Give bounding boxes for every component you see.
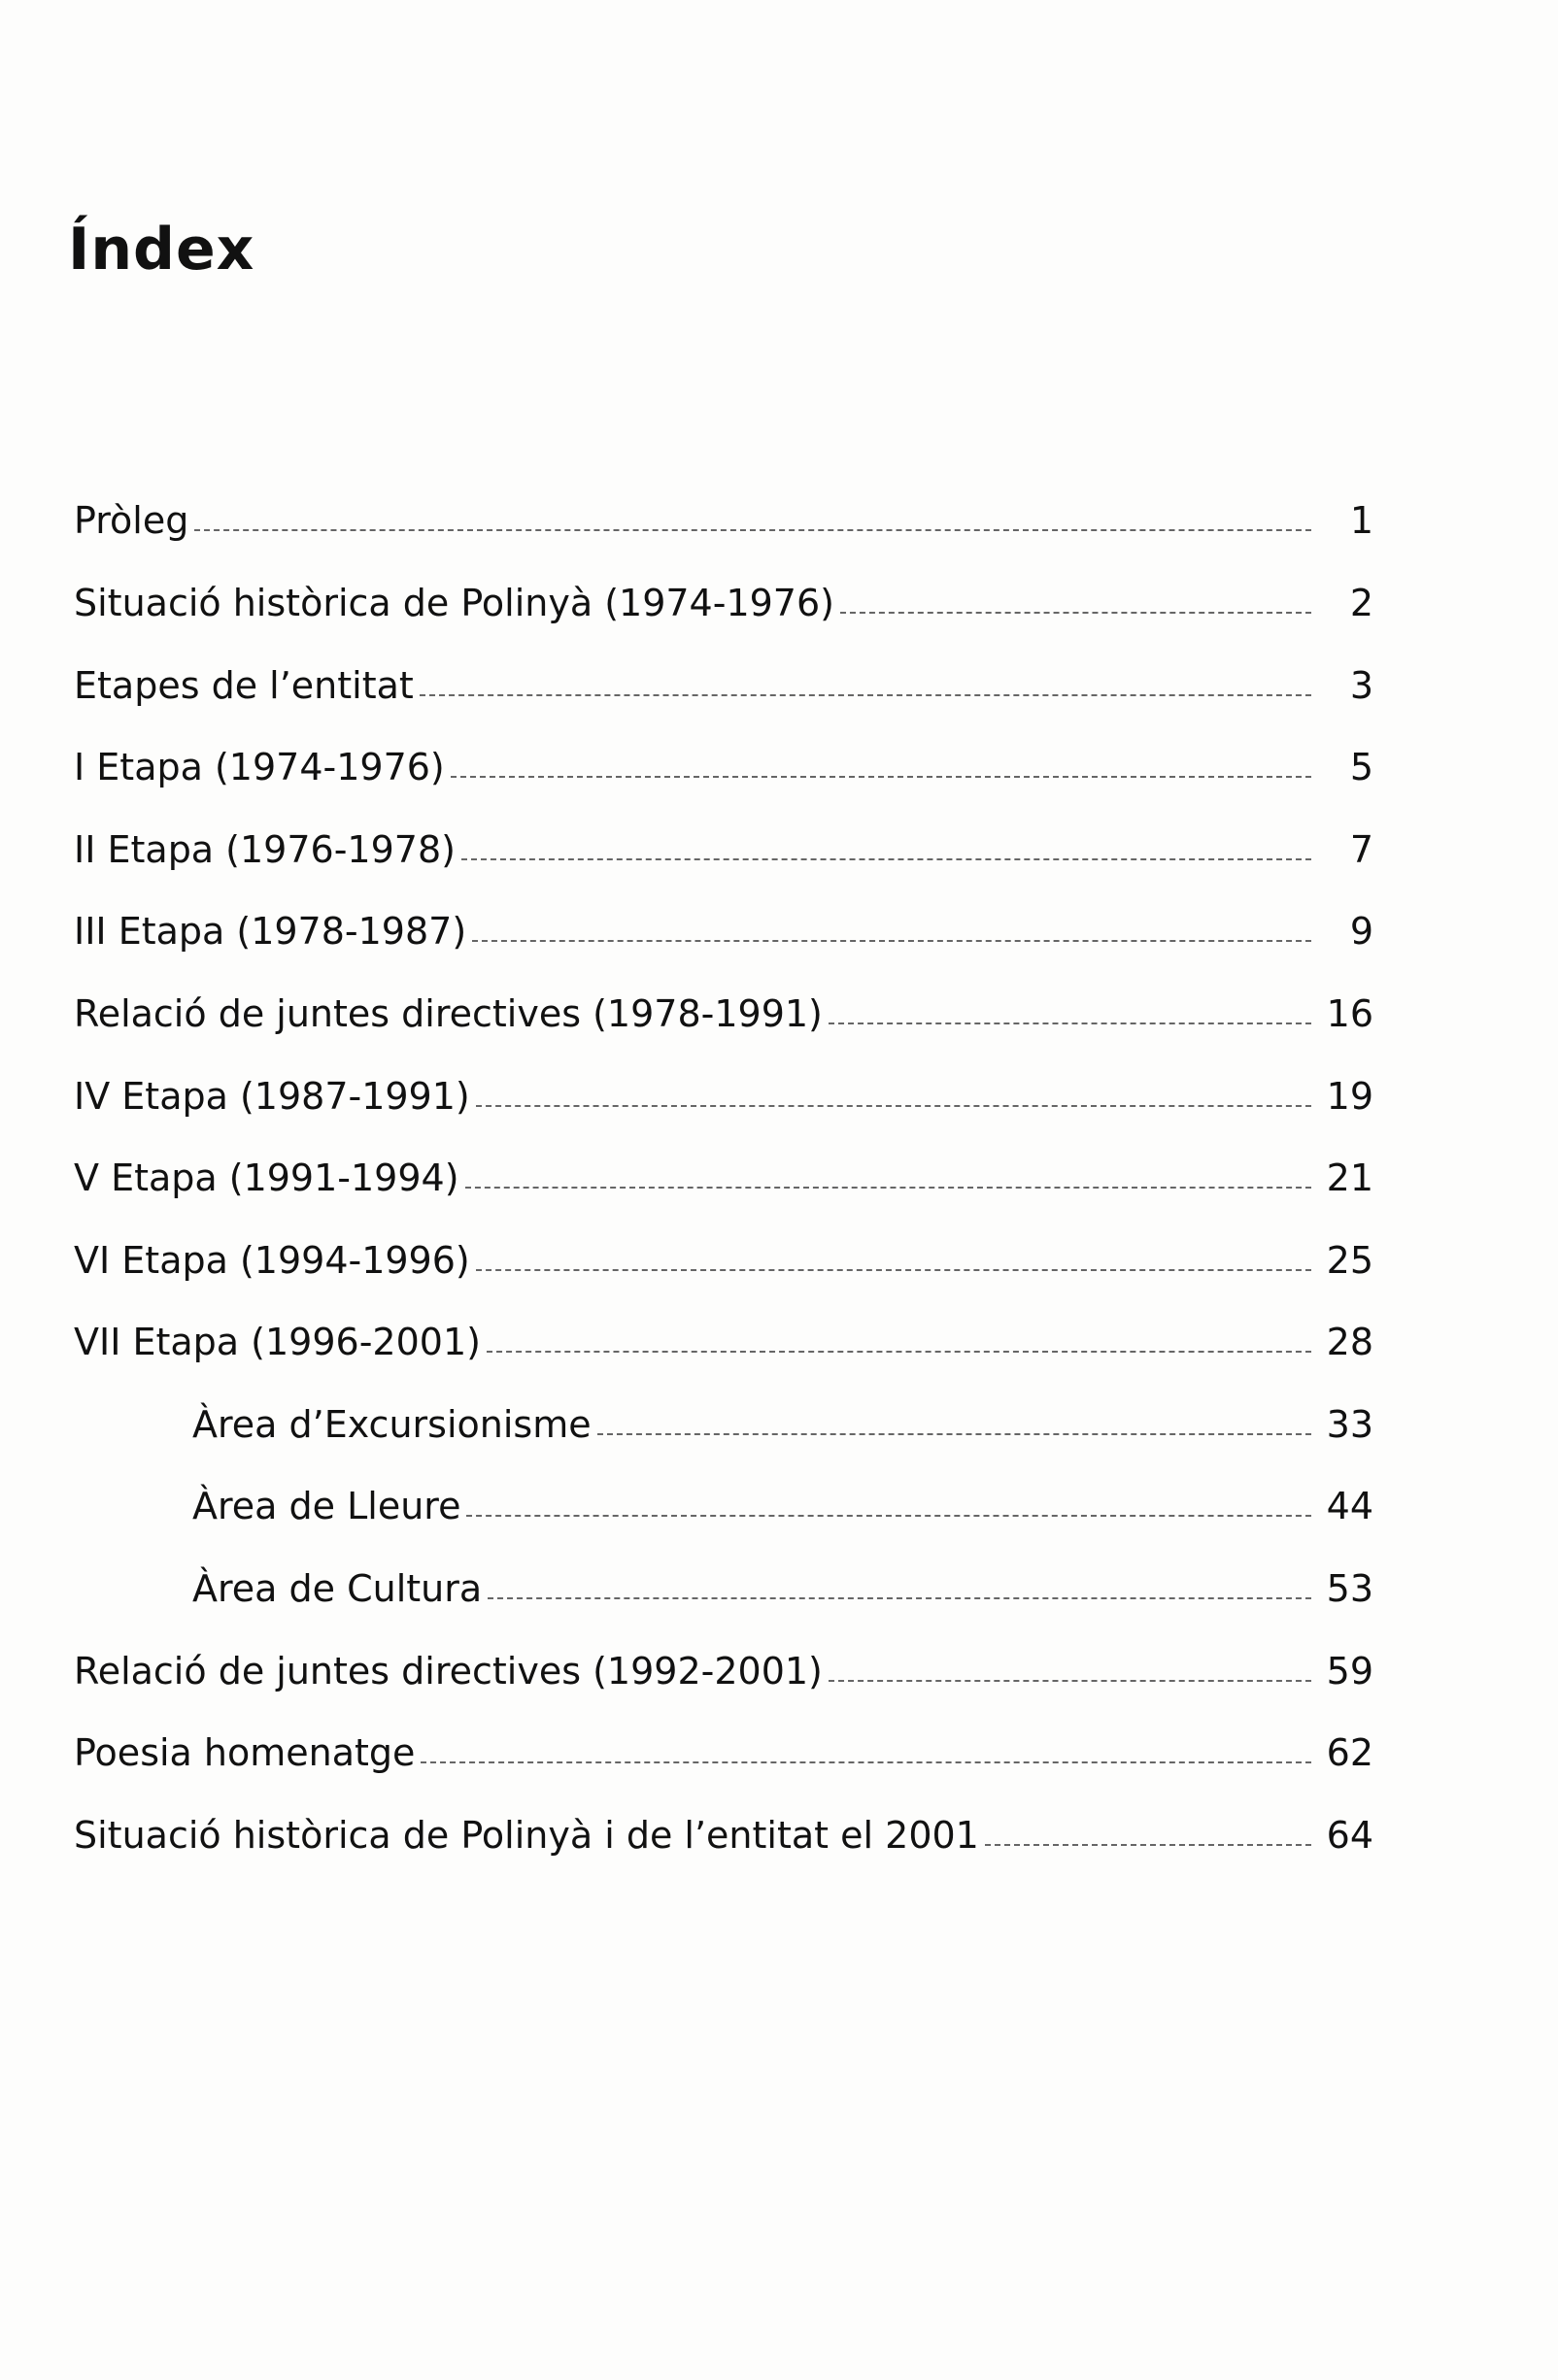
- toc-entry[interactable]: [74, 1814, 1373, 1872]
- toc-entry[interactable]: [74, 1075, 1373, 1133]
- toc-subentry[interactable]: [192, 1485, 1373, 1543]
- toc-entry-label: Relació de juntes directives (1992-2001): [74, 1650, 823, 1693]
- dotted-leader: [421, 1760, 1311, 1763]
- toc-entry-label: III Etapa (1978-1987): [74, 910, 467, 953]
- toc-entry[interactable]: [74, 828, 1373, 887]
- toc-entry-page: 3: [1349, 664, 1373, 707]
- toc-entry-page: 44: [1326, 1485, 1373, 1527]
- dotted-leader: [985, 1843, 1311, 1846]
- toc-entry-label: VII Etapa (1996-2001): [74, 1321, 481, 1363]
- toc-entry-label: Situació històrica de Polinyà (1974-1976): [74, 582, 834, 624]
- toc-entry-page: 5: [1349, 746, 1373, 788]
- toc-entry-page: 28: [1326, 1321, 1373, 1363]
- toc-entry-page: 19: [1326, 1075, 1373, 1118]
- toc-entry-label: II Etapa (1976-1978): [74, 828, 456, 871]
- dotted-leader: [597, 1432, 1311, 1435]
- toc-entry[interactable]: [74, 1239, 1373, 1297]
- toc-entry[interactable]: [74, 664, 1373, 722]
- toc-entry-page: 21: [1326, 1156, 1373, 1199]
- toc-subentry[interactable]: [192, 1567, 1373, 1626]
- toc-entry-label: V Etapa (1991-1994): [74, 1156, 459, 1199]
- toc-entry[interactable]: [74, 1650, 1373, 1708]
- toc-entry-page: 9: [1349, 910, 1373, 953]
- dotted-leader: [829, 1679, 1311, 1682]
- toc-entry-page: 1: [1349, 499, 1373, 542]
- toc-entry-label: Àrea de Cultura: [192, 1567, 483, 1610]
- toc-subentry[interactable]: [192, 1403, 1373, 1461]
- toc-entry[interactable]: [74, 1731, 1373, 1790]
- dotted-leader: [451, 775, 1311, 778]
- toc-entry-page: 53: [1326, 1567, 1373, 1610]
- toc-entry[interactable]: [74, 582, 1373, 640]
- toc-entry-label: Àrea d’Excursionisme: [192, 1403, 592, 1446]
- toc-entry[interactable]: [74, 746, 1373, 804]
- dotted-leader: [476, 1268, 1311, 1271]
- dotted-leader: [840, 611, 1311, 614]
- dotted-leader: [465, 1186, 1311, 1189]
- dotted-leader: [461, 857, 1311, 860]
- toc-entry-page: 2: [1349, 582, 1373, 624]
- toc-entry-label: Àrea de Lleure: [192, 1485, 461, 1527]
- toc-entry-label: Pròleg: [74, 499, 189, 542]
- toc-entry-label: IV Etapa (1987-1991): [74, 1075, 470, 1118]
- toc-entry[interactable]: [74, 1156, 1373, 1215]
- toc-entry-page: 62: [1326, 1731, 1373, 1774]
- toc-entry-label: Poesia homenatge: [74, 1731, 416, 1774]
- toc-entry-label: I Etapa (1974-1976): [74, 746, 445, 788]
- toc-entry-label: VI Etapa (1994-1996): [74, 1239, 470, 1282]
- toc-entry-page: 7: [1349, 828, 1373, 871]
- toc-entry[interactable]: [74, 910, 1373, 968]
- toc-entry-page: 16: [1326, 992, 1373, 1035]
- dotted-leader: [420, 693, 1311, 696]
- dotted-leader: [476, 1104, 1311, 1107]
- toc-entry[interactable]: [74, 1321, 1373, 1379]
- toc-entry-page: 59: [1326, 1650, 1373, 1693]
- toc-entry-page: 25: [1326, 1239, 1373, 1282]
- toc-entry-label: Etapes de l’entitat: [74, 664, 414, 707]
- toc-entry[interactable]: [74, 992, 1373, 1051]
- dotted-leader: [487, 1350, 1311, 1353]
- dotted-leader: [472, 939, 1311, 942]
- dotted-leader: [194, 528, 1311, 531]
- dotted-leader: [466, 1514, 1311, 1517]
- toc-entry-page: 64: [1326, 1814, 1373, 1857]
- dotted-leader: [829, 1022, 1311, 1024]
- toc-entry-label: Situació històrica de Polinyà i de l’entitat el 2001: [74, 1814, 979, 1857]
- toc-entry-label: Relació de juntes directives (1978-1991): [74, 992, 823, 1035]
- toc-entry-page: 33: [1326, 1403, 1373, 1446]
- dotted-leader: [488, 1596, 1311, 1599]
- toc-entry[interactable]: [74, 499, 1373, 557]
- page-title: Índex: [68, 216, 255, 284]
